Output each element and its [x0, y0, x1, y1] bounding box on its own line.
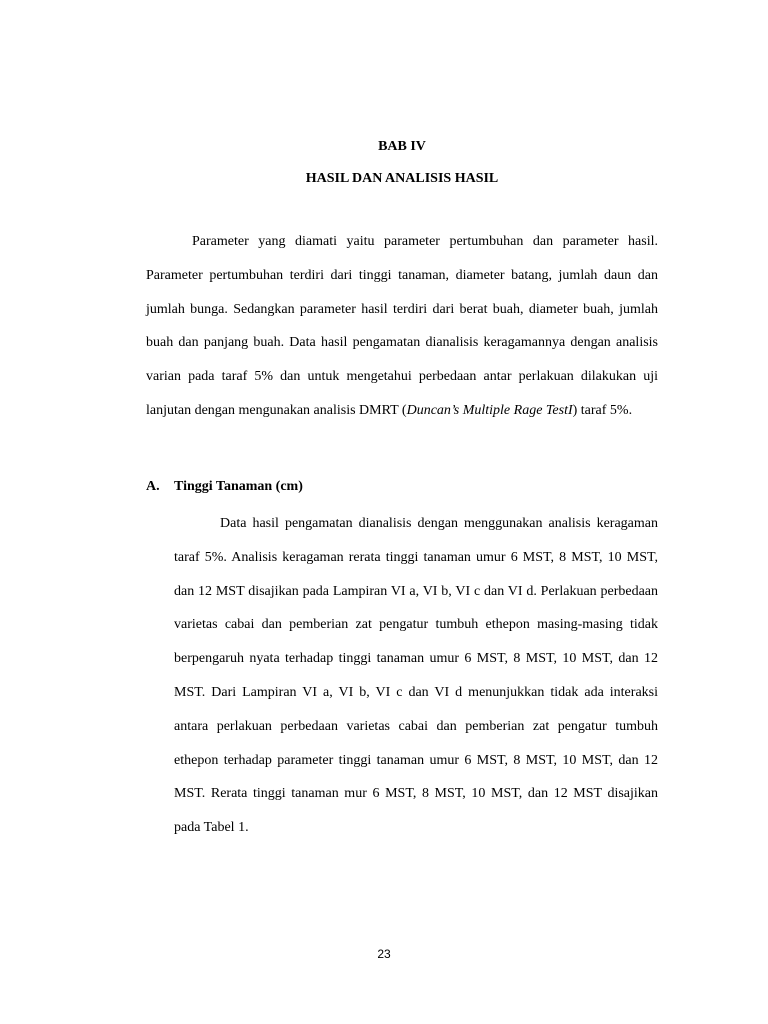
intro-italic-term: Duncan’s Multiple Rage TestI — [406, 402, 573, 418]
intro-text-end: ) taraf 5%. — [572, 402, 633, 418]
page-number: 23 — [377, 947, 391, 961]
section-a-title: Tinggi Tanaman (cm) — [174, 479, 303, 494]
intro-paragraph — [146, 225, 658, 428]
section-a-paragraph: Data hasil pengamatan dianalisis dengan menggunakan analisis keragaman taraf 5%. Analisis keragaman rerata tinggi tanaman umur 6 MST, 8 MST, 10 MST, dan 12 MST disajikan pada Lampiran VI a, VI b, VI c dan VI d. Perlakuan perbedaan varietas cabai dan pemberian zat pengatur tumbuh ethepon masing-masing tidak berpengaruh nyata terhadap tinggi tanaman umur 6 MST, 8 MST, 10 MST, dan 12 MST. Dari Lampiran VI a, VI b, VI c dan VI d menunjukkan tidak ada interaksi antara perlakuan perbedaan varietas cabai dan pemberian zat pengatur tumbuh ethepon terhadap parameter tinggi tanaman umur 6 MST, 8 MST, 10 MST, dan 12 MST. Rerata tinggi tanaman mur 6 MST, 8 MST, 10 MST, dan 12 MST disajikan pada Tabel 1. — [174, 516, 658, 836]
section-a-heading — [146, 477, 658, 497]
intro-text: Parameter yang diamati yaitu parameter pertumbuhan dan parameter hasil. Parameter pertumbuhan terdiri dari tinggi tanaman, diameter batang, jumlah daun dan jumlah bunga. Sedangkan parameter hasil terdiri dari berat buah, diameter buah, jumlah buah dan panjang buah. Data hasil pengamatan dianalisis keragamannya dengan analisis varian pada taraf 5% dan untuk mengetahui perbedaan antar perlakuan dilakukan uji lanjutan dengan mengunakan analisis DMRT ( — [146, 234, 658, 418]
chapter-number: BAB IV — [378, 139, 426, 154]
section-a-number: A. — [146, 479, 160, 494]
chapter-title: HASIL DAN ANALISIS HASIL — [305, 171, 499, 186]
